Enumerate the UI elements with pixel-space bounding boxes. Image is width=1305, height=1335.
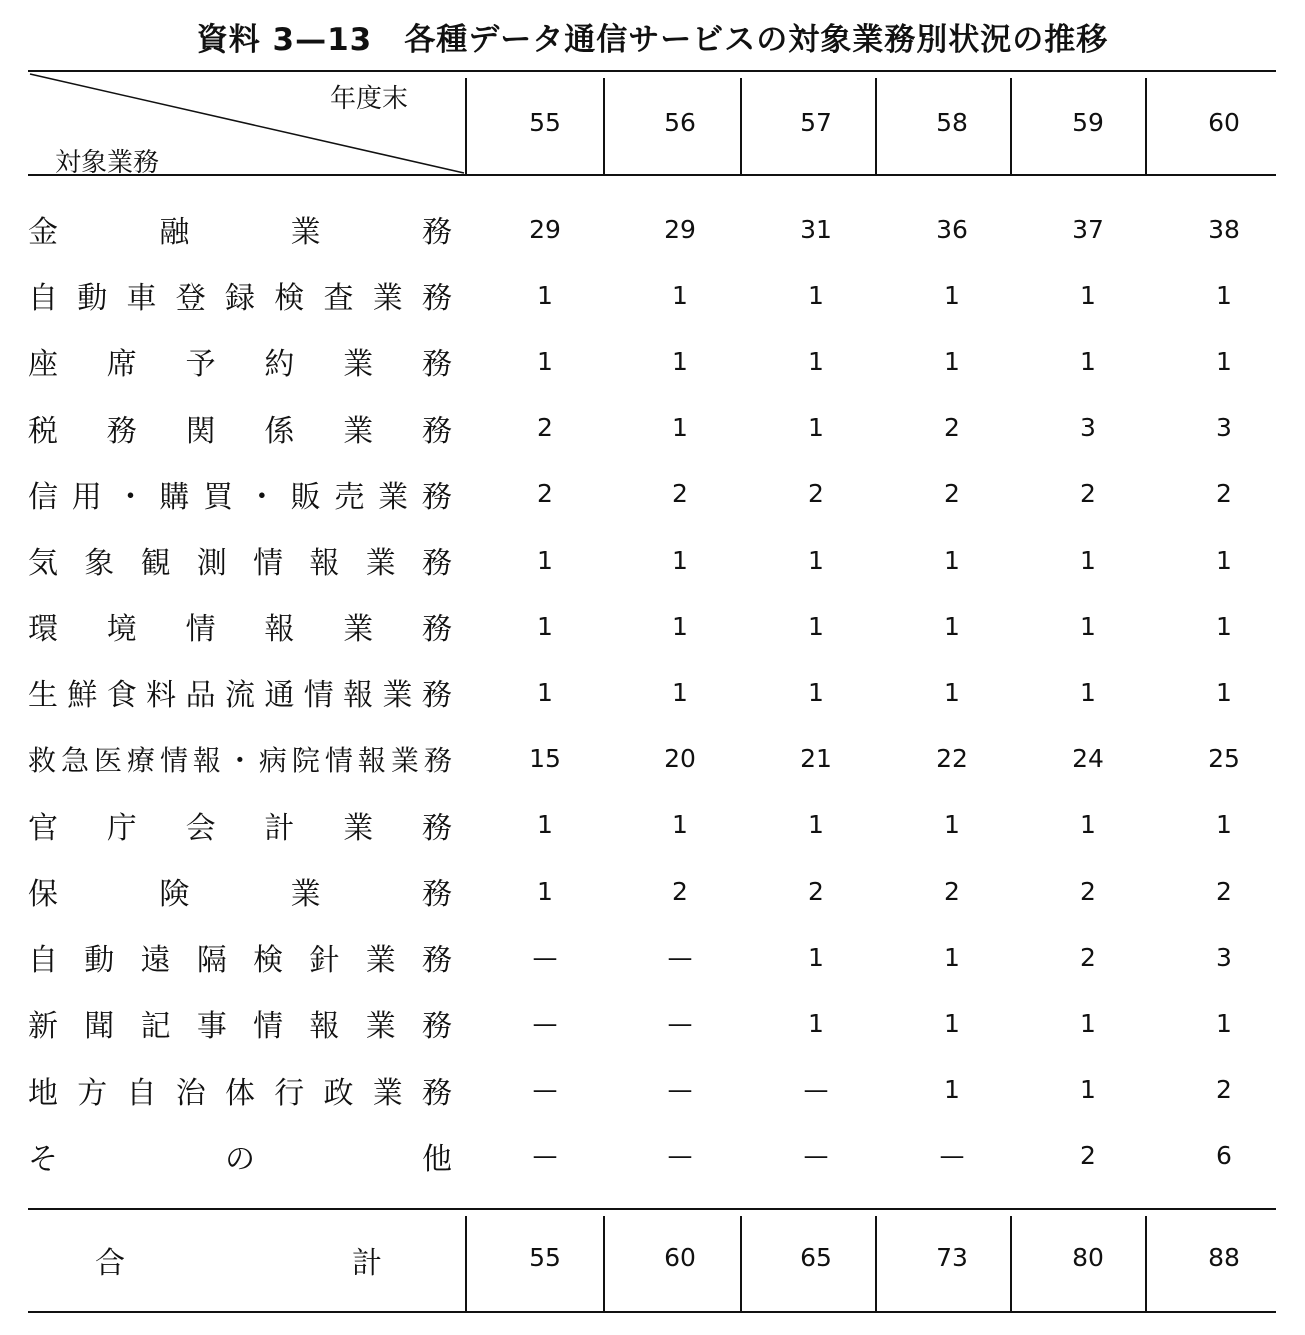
row-value-cell: 1 xyxy=(808,810,824,840)
row-business-label-text: 気 象 観 測 情 報 業 務 xyxy=(28,546,452,581)
row-value-cell: — xyxy=(532,1141,558,1171)
total-value-cell: 88 xyxy=(1208,1243,1240,1272)
row-value-cell: 1 xyxy=(944,346,960,376)
row-value-cell: 2 xyxy=(944,413,960,443)
row-value-cell: 2 xyxy=(1080,1141,1096,1171)
row-value-cell: 1 xyxy=(672,611,688,641)
row-value-cell: — xyxy=(532,1008,558,1038)
row-value-cell: 1 xyxy=(672,677,688,707)
row-value-cell: 1 xyxy=(672,346,688,376)
row-business-label xyxy=(28,262,452,328)
row-business-label xyxy=(28,792,452,858)
row-value-cell: 25 xyxy=(1208,744,1240,774)
row-value-cell: — xyxy=(803,1075,829,1105)
row-value-cell: — xyxy=(667,942,693,972)
row-value-cell: 1 xyxy=(808,545,824,575)
row-value-cell: 1 xyxy=(944,677,960,707)
row-business-label-text: 環 境 情 報 業 務 xyxy=(28,612,452,648)
row-value-cell: — xyxy=(803,1141,829,1171)
row-value-cell: 1 xyxy=(672,545,688,575)
row-value-cell: 1 xyxy=(944,942,960,972)
table-row xyxy=(0,726,1305,792)
total-value-cell: 60 xyxy=(664,1243,696,1272)
row-value-cell: 1 xyxy=(808,346,824,376)
row-business-label xyxy=(28,858,452,924)
row-value-cell: 1 xyxy=(808,942,824,972)
row-value-cell: 37 xyxy=(1072,214,1104,244)
row-value-cell: 1 xyxy=(537,346,553,376)
row-value-cell: 38 xyxy=(1208,214,1240,244)
year-header-cell: 55 xyxy=(529,108,561,137)
row-business-label-text: 座 席 予 約 業 務 xyxy=(28,347,452,383)
row-value-cell: 1 xyxy=(1080,810,1096,840)
row-business-label-text: 保 険 業 務 xyxy=(28,877,452,912)
row-value-cell: 1 xyxy=(537,677,553,707)
table-row xyxy=(0,924,1305,990)
row-business-label xyxy=(28,593,452,659)
table-row xyxy=(0,593,1305,659)
row-value-cell: 2 xyxy=(672,479,688,509)
row-business-label xyxy=(28,659,452,725)
row-value-cell: 1 xyxy=(1216,677,1232,707)
row-value-cell: 1 xyxy=(944,1075,960,1105)
row-business-label xyxy=(28,328,452,394)
row-value-cell: — xyxy=(667,1141,693,1171)
row-value-cell: 24 xyxy=(1072,744,1104,774)
row-value-cell: 1 xyxy=(672,810,688,840)
document-title: 資料 3—13 各種データ通信サービスの対象業務別状況の推移 xyxy=(196,22,1109,58)
row-business-label-text: 金 融 業 務 xyxy=(28,215,452,250)
row-value-cell: — xyxy=(532,942,558,972)
row-value-cell: 6 xyxy=(1216,1141,1232,1171)
table-row xyxy=(0,328,1305,394)
row-value-cell: 1 xyxy=(808,413,824,443)
row-value-cell: 2 xyxy=(944,479,960,509)
row-value-cell: 1 xyxy=(537,545,553,575)
row-value-cell: 1 xyxy=(1080,1075,1096,1105)
row-value-cell: 3 xyxy=(1216,942,1232,972)
row-value-cell: 36 xyxy=(936,214,968,244)
row-business-label-text: 新 聞 記 事 情 報 業 務 xyxy=(28,1009,452,1045)
row-value-cell: 2 xyxy=(808,479,824,509)
row-business-label xyxy=(28,924,452,990)
total-value-cell: 80 xyxy=(1072,1243,1104,1272)
year-header-cell: 60 xyxy=(1208,108,1240,137)
total-value-cell: 55 xyxy=(529,1243,561,1272)
row-value-cell: 21 xyxy=(800,744,832,774)
row-value-cell: 1 xyxy=(1080,280,1096,310)
row-value-cell: 1 xyxy=(1080,545,1096,575)
row-value-cell: 1 xyxy=(1216,611,1232,641)
row-value-cell: 3 xyxy=(1216,413,1232,443)
row-business-label-text: 税 務 関 係 業 務 xyxy=(28,413,452,449)
row-value-cell: 2 xyxy=(672,876,688,906)
row-business-label-text: 官 庁 会 計 業 務 xyxy=(28,810,452,846)
row-business-label xyxy=(28,990,452,1056)
row-business-label-text: 信 用 ・ 購 買 ・ 販 売 業 務 xyxy=(28,479,452,515)
total-column-separator xyxy=(465,1216,467,1311)
table-row xyxy=(0,1123,1305,1189)
table-row xyxy=(0,527,1305,593)
row-value-cell: 29 xyxy=(529,214,561,244)
bottom-rule xyxy=(28,1311,1276,1313)
row-value-cell: 2 xyxy=(1216,479,1232,509)
row-value-cell: 1 xyxy=(944,810,960,840)
row-value-cell: 1 xyxy=(944,545,960,575)
row-value-cell: 1 xyxy=(944,1008,960,1038)
row-value-cell: — xyxy=(667,1075,693,1105)
row-business-label xyxy=(28,1057,452,1123)
row-value-cell: 2 xyxy=(1216,876,1232,906)
row-business-label xyxy=(28,395,452,461)
header-year-end-label: 年度末 xyxy=(330,84,409,114)
row-value-cell: 1 xyxy=(672,280,688,310)
year-header-cell: 59 xyxy=(1072,108,1104,137)
row-business-label xyxy=(28,527,452,593)
row-business-label-text: 救 急 医 療 情 報 ・ 病 院 情 報 業 務 xyxy=(28,743,452,777)
row-business-label xyxy=(28,461,452,527)
row-value-cell: 1 xyxy=(808,280,824,310)
row-value-cell: 1 xyxy=(1216,280,1232,310)
row-business-label-text: 自 動 車 登 録 検 査 業 務 xyxy=(28,281,452,317)
table-row xyxy=(0,990,1305,1056)
row-value-cell: 1 xyxy=(672,413,688,443)
row-value-cell: 1 xyxy=(1080,1008,1096,1038)
table-row xyxy=(0,262,1305,328)
year-header-cell: 57 xyxy=(800,108,832,137)
row-value-cell: 2 xyxy=(1216,1075,1232,1105)
row-value-cell: 1 xyxy=(537,810,553,840)
row-value-cell: 31 xyxy=(800,214,832,244)
row-value-cell: 1 xyxy=(808,677,824,707)
row-value-cell: 1 xyxy=(1216,1008,1232,1038)
row-value-cell: 2 xyxy=(1080,479,1096,509)
total-value-cell: 73 xyxy=(936,1243,968,1272)
table-row xyxy=(0,395,1305,461)
table-row xyxy=(0,792,1305,858)
row-value-cell: 1 xyxy=(944,611,960,641)
row-value-cell: — xyxy=(667,1008,693,1038)
total-top-rule xyxy=(28,1208,1276,1210)
row-value-cell: 2 xyxy=(537,479,553,509)
row-value-cell: 2 xyxy=(1080,876,1096,906)
row-value-cell: 1 xyxy=(537,280,553,310)
table-row xyxy=(0,858,1305,924)
total-label-right: 計 xyxy=(352,1246,382,1281)
row-value-cell: 3 xyxy=(1080,413,1096,443)
row-value-cell: 1 xyxy=(808,611,824,641)
row-value-cell: 1 xyxy=(808,1008,824,1038)
row-value-cell: 1 xyxy=(1216,346,1232,376)
total-column-separator xyxy=(740,1216,742,1311)
row-value-cell: 15 xyxy=(529,744,561,774)
row-value-cell: 2 xyxy=(808,876,824,906)
row-value-cell: 1 xyxy=(1216,810,1232,840)
total-label-left: 合 xyxy=(95,1246,125,1281)
table-row xyxy=(0,196,1305,262)
row-value-cell: 1 xyxy=(1080,346,1096,376)
row-value-cell: 1 xyxy=(1080,611,1096,641)
row-value-cell: 1 xyxy=(1080,677,1096,707)
table-row xyxy=(0,461,1305,527)
row-value-cell: 2 xyxy=(944,876,960,906)
row-value-cell: 20 xyxy=(664,744,696,774)
row-business-label-text: 地 方 自 治 体 行 政 業 務 xyxy=(28,1075,452,1111)
row-value-cell: 1 xyxy=(944,280,960,310)
header-column-separator xyxy=(740,78,742,174)
row-value-cell: 22 xyxy=(936,744,968,774)
row-value-cell: 29 xyxy=(664,214,696,244)
row-value-cell: — xyxy=(532,1075,558,1105)
row-value-cell: 1 xyxy=(537,876,553,906)
row-business-label xyxy=(28,1123,452,1189)
row-business-label xyxy=(28,196,452,262)
row-value-cell: 1 xyxy=(1216,545,1232,575)
row-business-label-text: 自 動 遠 隔 検 針 業 務 xyxy=(28,943,452,979)
row-business-label xyxy=(28,726,452,792)
year-header-cell: 56 xyxy=(664,108,696,137)
table-row xyxy=(0,1057,1305,1123)
row-value-cell: 2 xyxy=(1080,942,1096,972)
row-value-cell: — xyxy=(939,1141,965,1171)
row-value-cell: 1 xyxy=(537,611,553,641)
row-business-label-text: そ の 他 xyxy=(28,1141,452,1177)
row-business-label-text: 生 鮮 食 料 品 流 通 情 報 業 務 xyxy=(28,678,452,714)
table-row xyxy=(0,659,1305,725)
year-header-cell: 58 xyxy=(936,108,968,137)
header-business-label: 対象業務 xyxy=(55,148,160,178)
total-value-cell: 65 xyxy=(800,1243,832,1272)
row-value-cell: 2 xyxy=(537,413,553,443)
